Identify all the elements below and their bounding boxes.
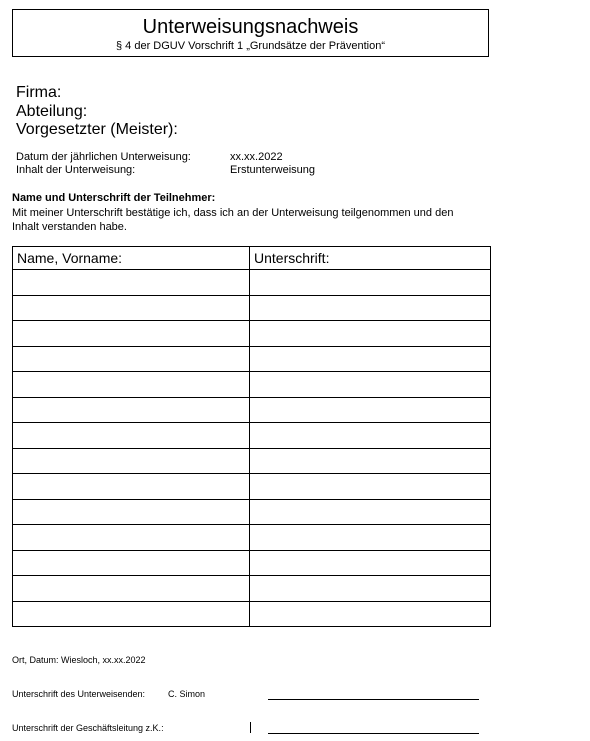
name-cell[interactable] bbox=[13, 601, 250, 627]
abteilung-field[interactable]: Abteilung: bbox=[16, 103, 88, 120]
signature-cell[interactable] bbox=[250, 525, 491, 551]
unterweisender-name: C. Simon bbox=[168, 689, 206, 699]
name-cell[interactable] bbox=[13, 372, 250, 398]
table-row bbox=[13, 550, 491, 576]
name-cell[interactable] bbox=[13, 576, 250, 602]
name-cell[interactable] bbox=[13, 321, 250, 347]
table-row bbox=[13, 474, 491, 500]
text-cursor bbox=[250, 722, 251, 733]
unterweisender-signature-line[interactable] bbox=[268, 699, 479, 700]
table-row bbox=[13, 448, 491, 474]
datum-value[interactable]: xx.xx.2022 bbox=[230, 151, 283, 163]
signature-cell[interactable] bbox=[250, 550, 491, 576]
signature-cell[interactable] bbox=[250, 448, 491, 474]
table-row bbox=[13, 576, 491, 602]
signature-cell[interactable] bbox=[250, 346, 491, 372]
signature-cell[interactable] bbox=[250, 474, 491, 500]
vorgesetzter-field[interactable]: Vorgesetzter (Meister): bbox=[16, 121, 178, 138]
geschaeftsleitung-label: Unterschrift der Geschäftsleitung z.K.: bbox=[12, 723, 164, 733]
name-cell[interactable] bbox=[13, 448, 250, 474]
participants-heading: Name und Unterschrift der Teilnehmer: bbox=[12, 192, 216, 204]
signature-cell[interactable] bbox=[250, 270, 491, 296]
signature-cell[interactable] bbox=[250, 576, 491, 602]
unterweisender-label: Unterschrift des Unterweisenden: bbox=[12, 689, 146, 699]
datum-label: Datum der jährlichen Unterweisung: bbox=[16, 151, 191, 163]
inhalt-label: Inhalt der Unterweisung: bbox=[16, 164, 136, 176]
table-row bbox=[13, 270, 491, 296]
signature-cell[interactable] bbox=[250, 372, 491, 398]
table-row bbox=[13, 423, 491, 449]
title-box bbox=[12, 9, 489, 57]
name-cell[interactable] bbox=[13, 423, 250, 449]
signature-cell[interactable] bbox=[250, 397, 491, 423]
table-row bbox=[13, 397, 491, 423]
name-cell[interactable] bbox=[13, 295, 250, 321]
column-header-name: Name, Vorname: bbox=[13, 247, 250, 270]
table-header-row bbox=[13, 247, 491, 270]
name-cell[interactable] bbox=[13, 525, 250, 551]
participant-rows bbox=[13, 270, 491, 627]
signature-cell[interactable] bbox=[250, 499, 491, 525]
column-header-signature: Unterschrift: bbox=[250, 247, 491, 270]
document-subtitle: § 4 der DGUV Vorschrift 1 „Grundsätze der Prävention“ bbox=[115, 40, 385, 52]
table-row bbox=[13, 499, 491, 525]
name-cell[interactable] bbox=[13, 270, 250, 296]
ort-datum: Ort, Datum: Wiesloch, xx.xx.2022 bbox=[12, 655, 146, 665]
table-row bbox=[13, 321, 491, 347]
document-title: Unterweisungsnachweis bbox=[142, 16, 359, 38]
confirmation-text: Mit meiner Unterschrift bestätige ich, dass ich an der Unterweisung teilgenommen und den Inhalt verstanden habe. bbox=[12, 207, 454, 233]
geschaeftsleitung-signature-line[interactable] bbox=[268, 733, 479, 734]
name-cell[interactable] bbox=[13, 474, 250, 500]
table-row bbox=[13, 372, 491, 398]
signature-cell[interactable] bbox=[250, 601, 491, 627]
signature-cell[interactable] bbox=[250, 295, 491, 321]
name-cell[interactable] bbox=[13, 499, 250, 525]
name-cell[interactable] bbox=[13, 397, 250, 423]
signature-cell[interactable] bbox=[250, 423, 491, 449]
inhalt-value[interactable]: Erstunterweisung bbox=[230, 164, 315, 176]
table-row bbox=[13, 295, 491, 321]
signature-cell[interactable] bbox=[250, 321, 491, 347]
name-cell[interactable] bbox=[13, 346, 250, 372]
table-row bbox=[13, 601, 491, 627]
table-row bbox=[13, 525, 491, 551]
table-row bbox=[13, 346, 491, 372]
participants-table bbox=[12, 246, 491, 627]
name-cell[interactable] bbox=[13, 550, 250, 576]
firma-field[interactable]: Firma: bbox=[16, 84, 62, 101]
